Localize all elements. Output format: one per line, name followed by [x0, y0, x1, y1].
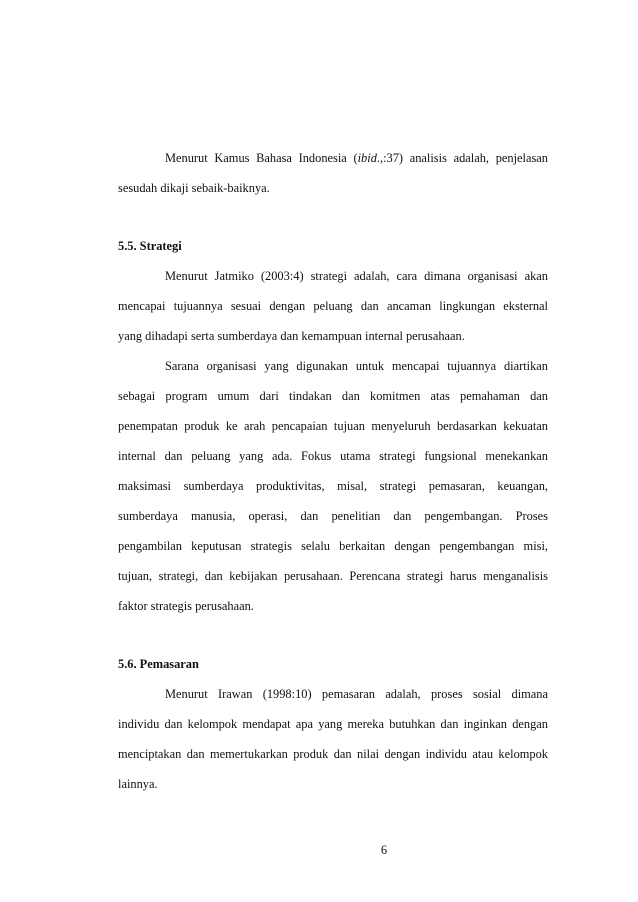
paragraph-line: sumberdaya manusia, operasi, dan penelitian dan pengembangan. Proses [118, 509, 548, 523]
paragraph-line: menciptakan dan memertukarkan produk dan nilai dengan individu atau kelompok [118, 747, 548, 761]
paragraph-line: faktor strategis perusahaan. [118, 599, 254, 613]
paragraph-line: Menurut Jatmiko (2003:4) strategi adalah, cara dimana organisasi akan [165, 269, 548, 283]
paragraph-line [165, 150, 548, 166]
section-heading-strategi: 5.5. Strategi [118, 239, 182, 253]
text-run: Menurut Kamus Bahasa Indonesia ( [165, 151, 358, 165]
paragraph-line: Sarana organisasi yang digunakan untuk mencapai tujuannya diartikan [165, 359, 548, 373]
text-run: .,:37) analisis adalah, penjelasan [376, 151, 548, 165]
paragraph-line: yang dihadapi serta sumberdaya dan kemampuan internal perusahaan. [118, 329, 465, 343]
paragraph-line: sesudah dikaji sebaik-baiknya. [118, 181, 270, 195]
paragraph-line: sebagai program umum dari tindakan dan komitmen atas pemahaman dan [118, 389, 548, 403]
italic-text: ibid [357, 151, 377, 165]
section-heading-pemasaran: 5.6. Pemasaran [118, 657, 199, 671]
paragraph-line: penempatan produk ke arah pencapaian tujuan menyeluruh berdasarkan kekuatan [118, 419, 548, 433]
paragraph-line: maksimasi sumberdaya produktivitas, misal, strategi pemasaran, keuangan, [118, 479, 548, 493]
paragraph-line: mencapai tujuannya sesuai dengan peluang dan ancaman lingkungan eksternal [118, 299, 548, 313]
paragraph-line: pengambilan keputusan strategis selalu berkaitan dengan pengembangan misi, [118, 539, 548, 553]
page-number: 6 [380, 843, 388, 857]
paragraph-line: individu dan kelompok mendapat apa yang mereka butuhkan dan inginkan dengan [118, 717, 548, 731]
paragraph-line: Menurut Irawan (1998:10) pemasaran adalah, proses sosial dimana [165, 687, 548, 701]
paragraph-line: internal dan peluang yang ada. Fokus utama strategi fungsional menekankan [118, 449, 548, 463]
paragraph-line: tujuan, strategi, dan kebijakan perusahaan. Perencana strategi harus menganalisis [118, 569, 548, 583]
paragraph-line: lainnya. [118, 777, 158, 791]
